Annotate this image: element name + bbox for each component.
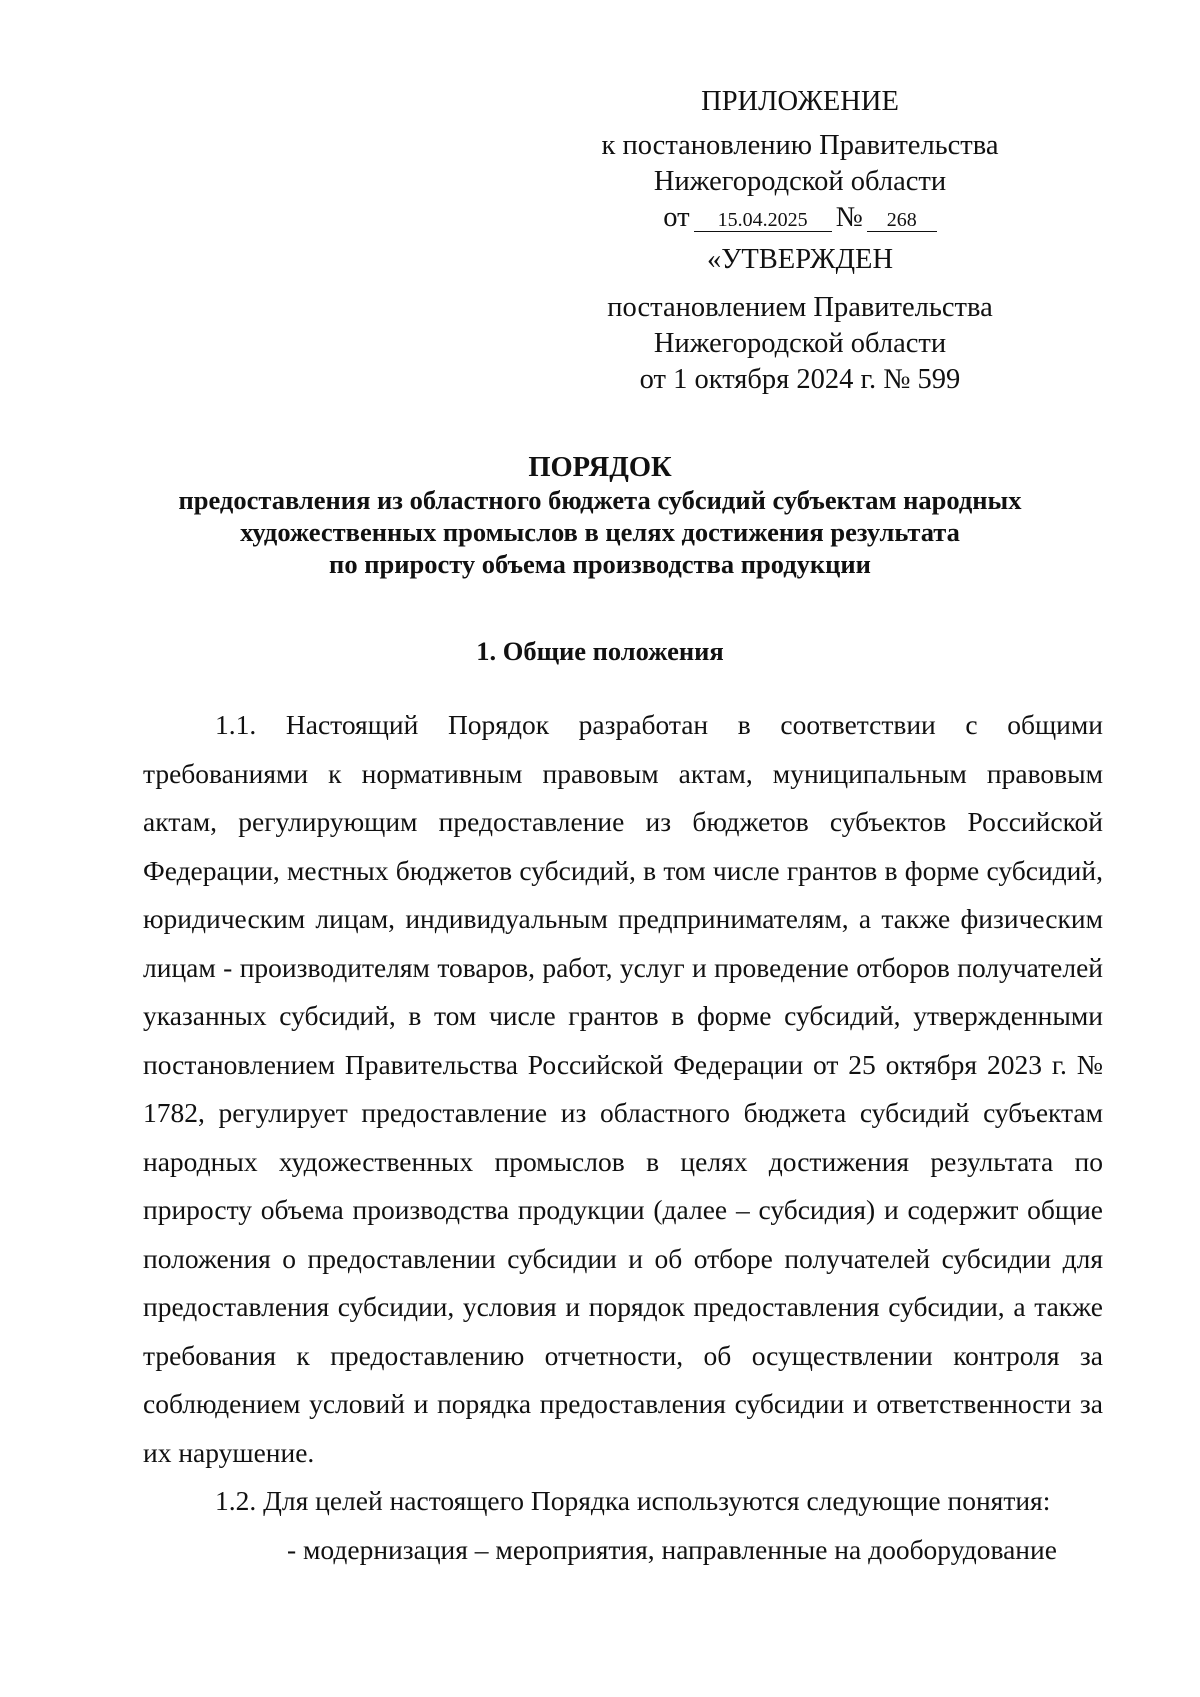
- title-line-1: предоставления из областного бюджета субсидий субъектам народных: [178, 485, 1022, 515]
- approved-label: «УТВЕРЖДЕН: [706, 244, 894, 275]
- paragraph-1-2: 1.2. Для целей настоящего Порядка используются следующие понятия:: [215, 1485, 1051, 1516]
- decree-reference: [590, 128, 1010, 236]
- approval-line-1: постановлением Правительства: [607, 292, 993, 323]
- decree-number-field: 268: [867, 209, 937, 232]
- section-body: [143, 701, 1103, 1574]
- decree-date-field: 15.04.2025: [694, 209, 832, 232]
- approval-line-2: Нижегородской области: [653, 328, 947, 359]
- title-main: ПОРЯДОК: [528, 452, 672, 483]
- from-label: от: [663, 202, 690, 233]
- decree-date-number-line: [590, 200, 1010, 236]
- document-title: [130, 452, 1070, 580]
- section-heading: 1. Общие положения: [476, 636, 724, 666]
- title-line-3: по приросту объема производства продукции: [329, 549, 871, 579]
- decree-line-2: Нижегородской области: [653, 166, 947, 197]
- title-line-2: художественных промыслов в целях достижения результата: [240, 517, 960, 547]
- approval-reference: [590, 290, 1010, 398]
- paragraph-1-1: 1.1. Настоящий Порядок разработан в соответствии с общими требованиями к нормативным правовым актам, муниципальным правовым актам, регулирующим предоставление из бюджетов субъектов Российской Федерации, местных бюджетов субсидий, в том числе грантов в форме субсидий, юридическим лицам, индивидуальным предпринимателям, а также физическим лицам - производителям товаров, работ, услуг и проведение отборов получателей указанных субсидий, в том числе грантов в форме субсидий, утвержденными постановлением Правительства Российской Федерации от 25 октября 2023 г. № 1782, регулирует предоставление из областного бюджета субсидий субъектам народных художественных промыслов в целях достижения результата по приросту объема производства продукции (далее – субсидия) и содержит общие положения о предоставлении субсидии и об отборе получателей субсидии для предоставления субсидии, условия и порядок предоставления субсидии, а также требования к предоставлению отчетности, об осуществлении контроля за соблюдением условий и порядка предоставления субсидии и ответственности за их нарушение.: [143, 709, 1103, 1468]
- approval-line-3: от 1 октября 2024 г. № 599: [639, 364, 961, 395]
- number-sign: №: [835, 202, 863, 233]
- appendix-title: ПРИЛОЖЕНИЕ: [701, 86, 899, 117]
- decree-line-1: к постановлению Правительства: [601, 130, 999, 161]
- list-item-modernization: - модернизация – мероприятия, направленные на дооборудование: [287, 1533, 1057, 1565]
